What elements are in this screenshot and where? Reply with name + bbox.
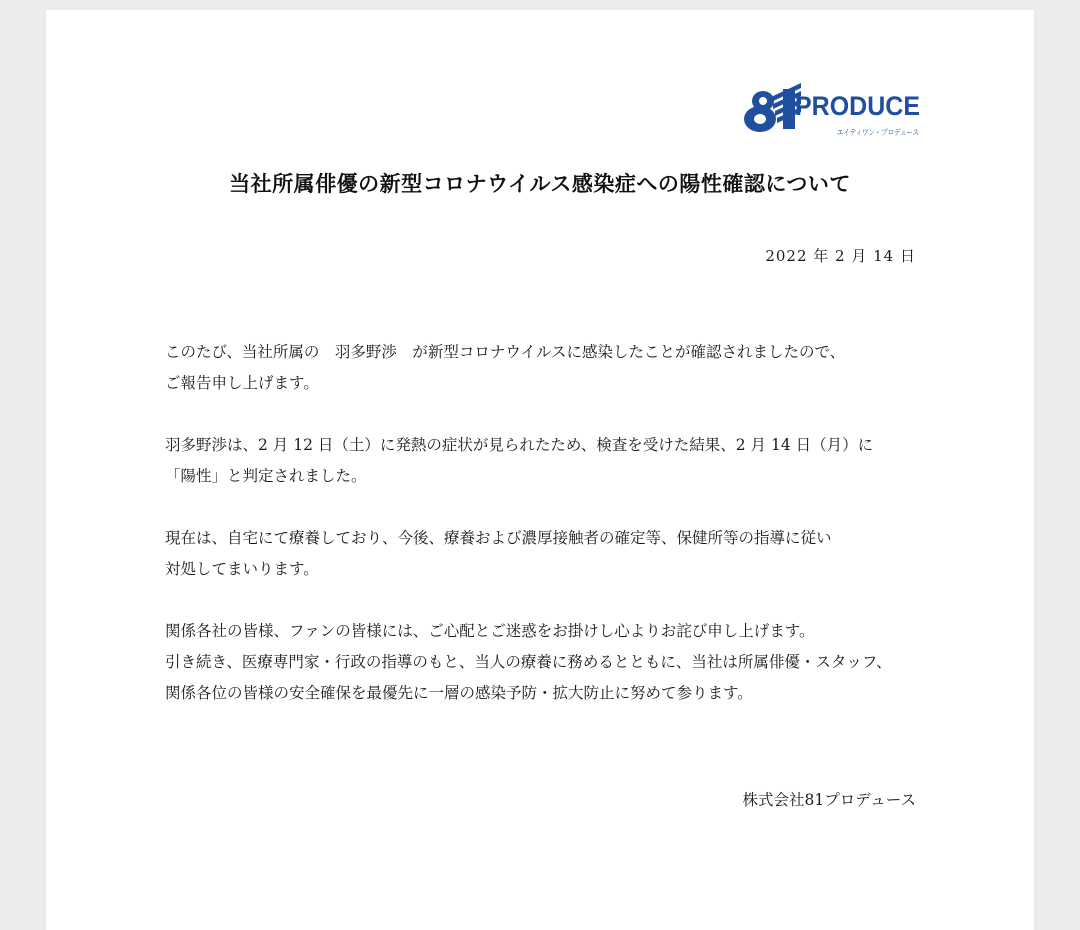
page-title: 当社所属俳優の新型コロナウイルス感染症への陽性確認について [229,172,851,196]
document-body [165,337,935,740]
paragraph [165,616,935,709]
logo-subtext: エイティワン・プロデュース [837,128,919,137]
logo-emblem-icon [744,83,801,132]
paragraph-line: 関係各位の皆様の安全確保を最優先に一層の感染予防・拡大防止に努めて参ります。 [165,684,753,702]
company-signature: 株式会社81プロデュース [742,791,916,809]
document-page [46,10,1034,930]
paragraph-line: 対処してまいります。 [165,560,319,578]
paragraph [165,523,935,585]
logo-wordmark: PRODUCE [795,91,920,121]
paragraph-line: 羽多野渉は、2 月 12 日（土）に発熱の症状が見られたため、検査を受けた結果、2 月 14 日（月）に [165,436,874,454]
paragraph-line: このたび、当社所属の 羽多野渉 が新型コロナウイルスに感染したことが確認されましたので、 [165,343,846,361]
document-date: 2022 年 2 月 14 日 [765,247,916,265]
paragraph-line: 「陽性」と判定されました。 [165,467,367,485]
paragraph-line: 現在は、自宅にて療養しており、今後、療養および濃厚接触者の確定等、保健所等の指導に従い [165,529,832,547]
paragraph-line: ご報告申し上げます。 [165,374,319,392]
logo-graphic [743,77,923,143]
company-logo [743,77,923,143]
paragraph-line: 関係各社の皆様、ファンの皆様には、ご心配とご迷惑をお掛けし心よりお詫び申し上げます。 [165,622,815,640]
paragraph [165,430,935,492]
paragraph [165,337,935,399]
paragraph-line: 引き続き、医療専門家・行政の指導のもと、当人の療養に務めるとともに、当社は所属俳優・スタッフ、 [165,653,892,671]
